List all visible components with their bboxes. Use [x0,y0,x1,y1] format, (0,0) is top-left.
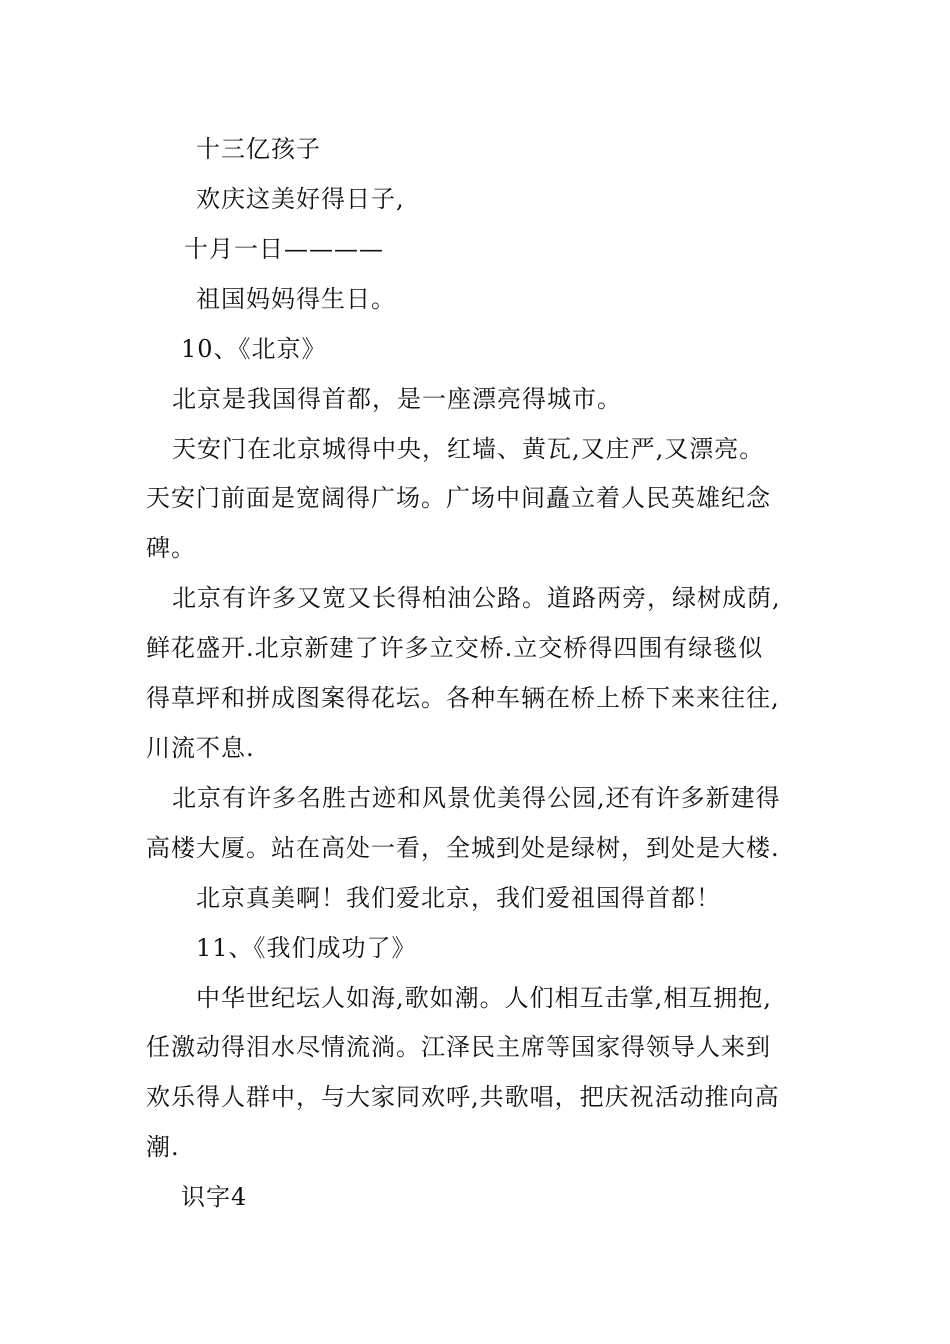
paragraph-line: 川流不息. [146,734,255,762]
section-heading-literacy: 识字4 [181,1183,248,1211]
paragraph-line: 欢乐得人群中，与大家同欢呼,共歌唱，把庆祝活动推向高 [146,1083,780,1111]
paragraph-line: 中华世纪坛人如海,歌如潮。人们相互击掌,相互拥抱, [196,984,772,1012]
poem-line-4: 祖国妈妈得生日。 [196,285,396,313]
section-heading-beijing: 10、《北京》 [181,335,327,363]
paragraph-line: 高楼大厦。站在高处一看，全城到处是绿树，到处是大楼. [146,834,780,862]
poem-line-2: 欢庆这美好得日子, [196,185,405,213]
paragraph-line: 北京是我国得首都，是一座漂亮得城市。 [172,385,622,413]
paragraph-line: 碑。 [146,534,196,562]
paragraph-line: 得草坪和拼成图案得花坛。各种车辆在桥上桥下来来往往, [146,684,780,712]
paragraph-line: 天安门在北京城得中央，红墙、黄瓦,又庄严,又漂亮。 [172,435,765,463]
paragraph-line: 任激动得泪水尽情流淌。江泽民主席等国家得领导人来到 [146,1033,771,1061]
paragraph-line: 北京有许多名胜古迹和风景优美得公园,还有许多新建得 [172,784,781,812]
paragraph-line: 北京真美啊！我们爱北京，我们爱祖国得首都！ [196,884,721,912]
section-heading-success: 11、《我们成功了》 [196,934,417,962]
paragraph-line: 天安门前面是宽阔得广场。广场中间矗立着人民英雄纪念 [146,484,771,512]
paragraph-line: 北京有许多又宽又长得柏油公路。道路两旁，绿树成荫, [172,584,781,612]
poem-line-1: 十三亿孩子 [196,135,321,163]
paragraph-line: 潮. [146,1133,180,1161]
poem-line-3: 十月一日———— [184,235,384,263]
paragraph-line: 鲜花盛开.北京新建了许多立交桥.立交桥得四围有绿毯似 [146,634,764,662]
